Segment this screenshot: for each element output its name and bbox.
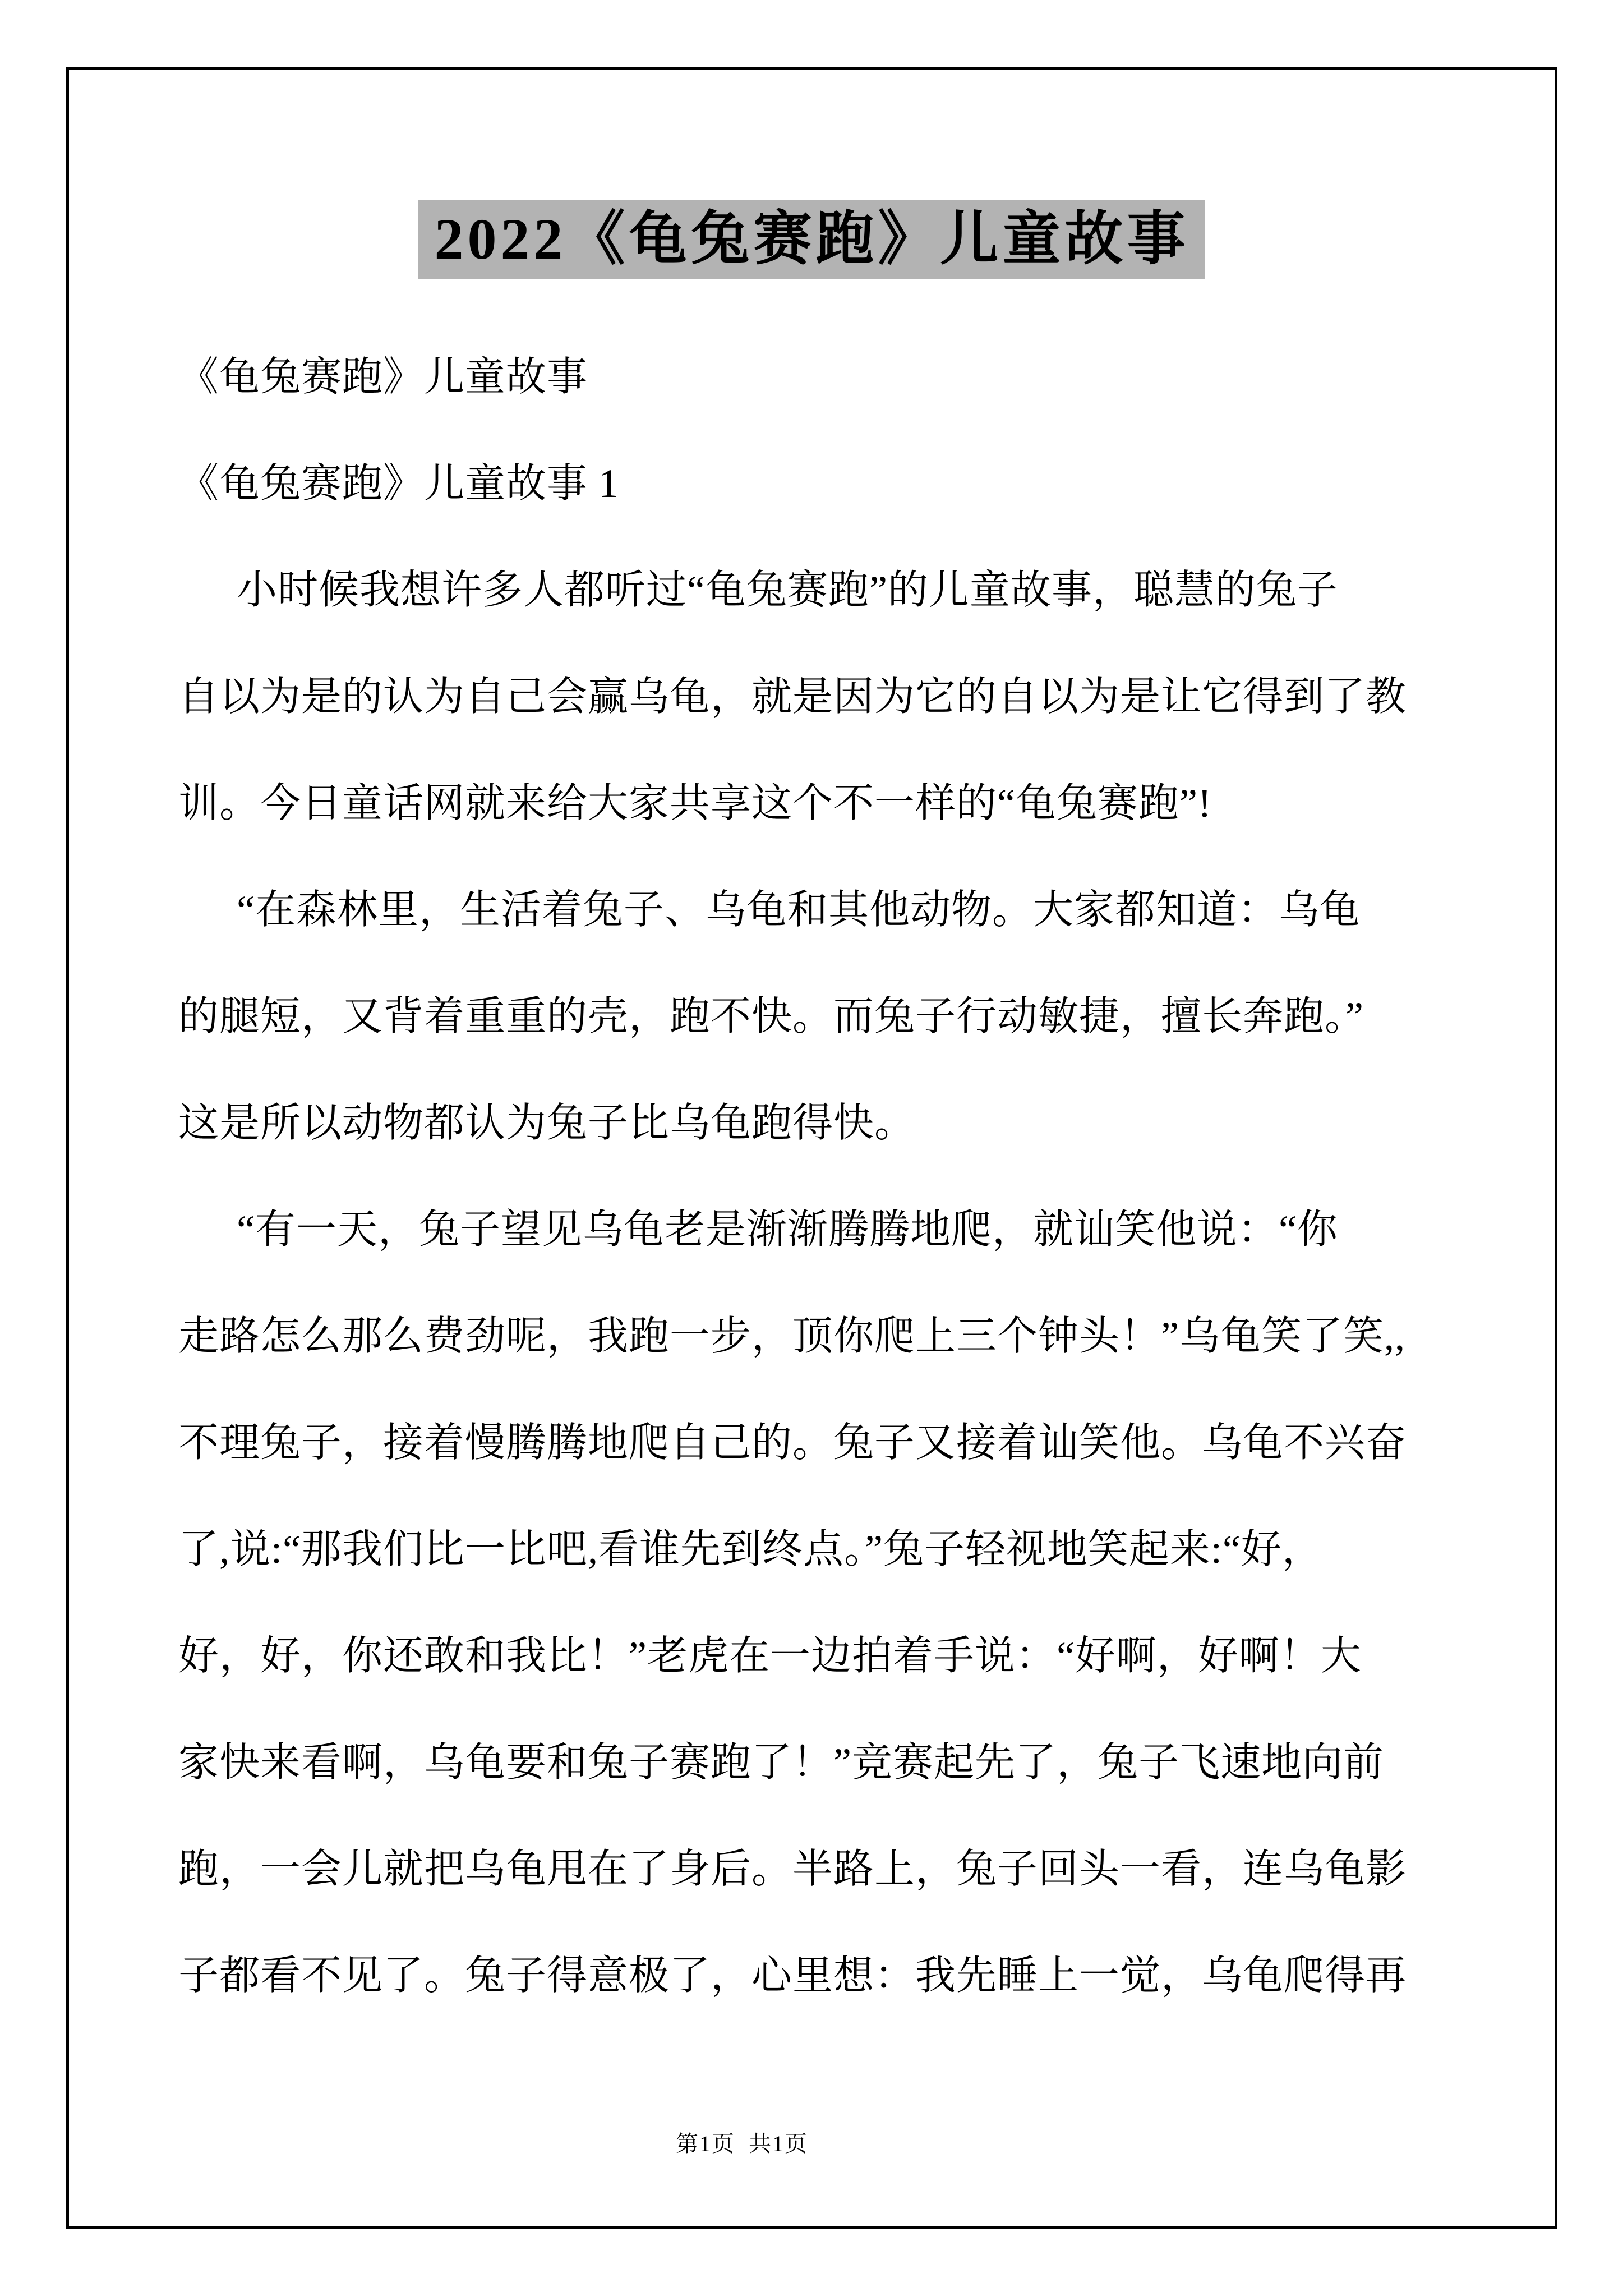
body-line: 自以为是的认为自己会赢乌龟，就是因为它的自以为是让它得到了教 bbox=[178, 674, 1407, 719]
body-line: 小时候我想许多人都听过“龟兔赛跑”的儿童故事，聪慧的兔子 bbox=[237, 568, 1338, 613]
body-line: 家快来看啊，乌龟要和兔子赛跑了！”竞赛起先了，兔子飞速地向前 bbox=[178, 1740, 1384, 1785]
body-line: 了,说:“那我们比一比吧,看谁先到终点。”兔子轻视地笑起来:“好， bbox=[178, 1527, 1323, 1572]
body-line: 《龟兔赛跑》儿童故事 bbox=[178, 355, 588, 399]
body-line: “有一天，兔子望见乌龟老是渐渐腾腾地爬，就讪笑他说：“你 bbox=[237, 1207, 1338, 1252]
footer-page-number: 第1页 共1页 bbox=[676, 2131, 808, 2156]
body-line: 这是所以动物都认为兔子比乌龟跑得快。 bbox=[178, 1101, 916, 1145]
body-line: 子都看不见了。兔子得意极了，心里想：我先睡上一觉，乌龟爬得再 bbox=[178, 1953, 1407, 1998]
body-line: 好，好，你还敢和我比！”老虎在一边拍着手说：“好啊，好啊！大 bbox=[178, 1634, 1362, 1678]
body-line: 跑，一会儿就把乌龟甩在了身后。半路上，兔子回头一看，连乌龟影 bbox=[178, 1847, 1407, 1892]
title-row bbox=[66, 200, 1557, 279]
body-line: 训。今日童话网就来给大家共享这个不一样的“龟兔赛跑”! bbox=[178, 781, 1212, 826]
body-line: “在森林里，生活着兔子、乌龟和其他动物。大家都知道：乌龟 bbox=[237, 887, 1361, 932]
document-title: 2022《龟兔赛跑》儿童故事 bbox=[418, 200, 1205, 279]
document-body bbox=[178, 324, 1440, 2029]
body-line: 《龟兔赛跑》儿童故事 1 bbox=[178, 461, 620, 506]
body-line: 不理兔子，接着慢腾腾地爬自己的。兔子又接着讪笑他。乌龟不兴奋 bbox=[178, 1420, 1407, 1465]
body-line: 走路怎么那么费劲呢，我跑一步，顶你爬上三个钟头！”乌龟笑了笑,, bbox=[178, 1314, 1405, 1359]
body-line: 的腿短，又背着重重的壳，跑不快。而兔子行动敏捷，擅长奔跑。” bbox=[178, 994, 1364, 1039]
